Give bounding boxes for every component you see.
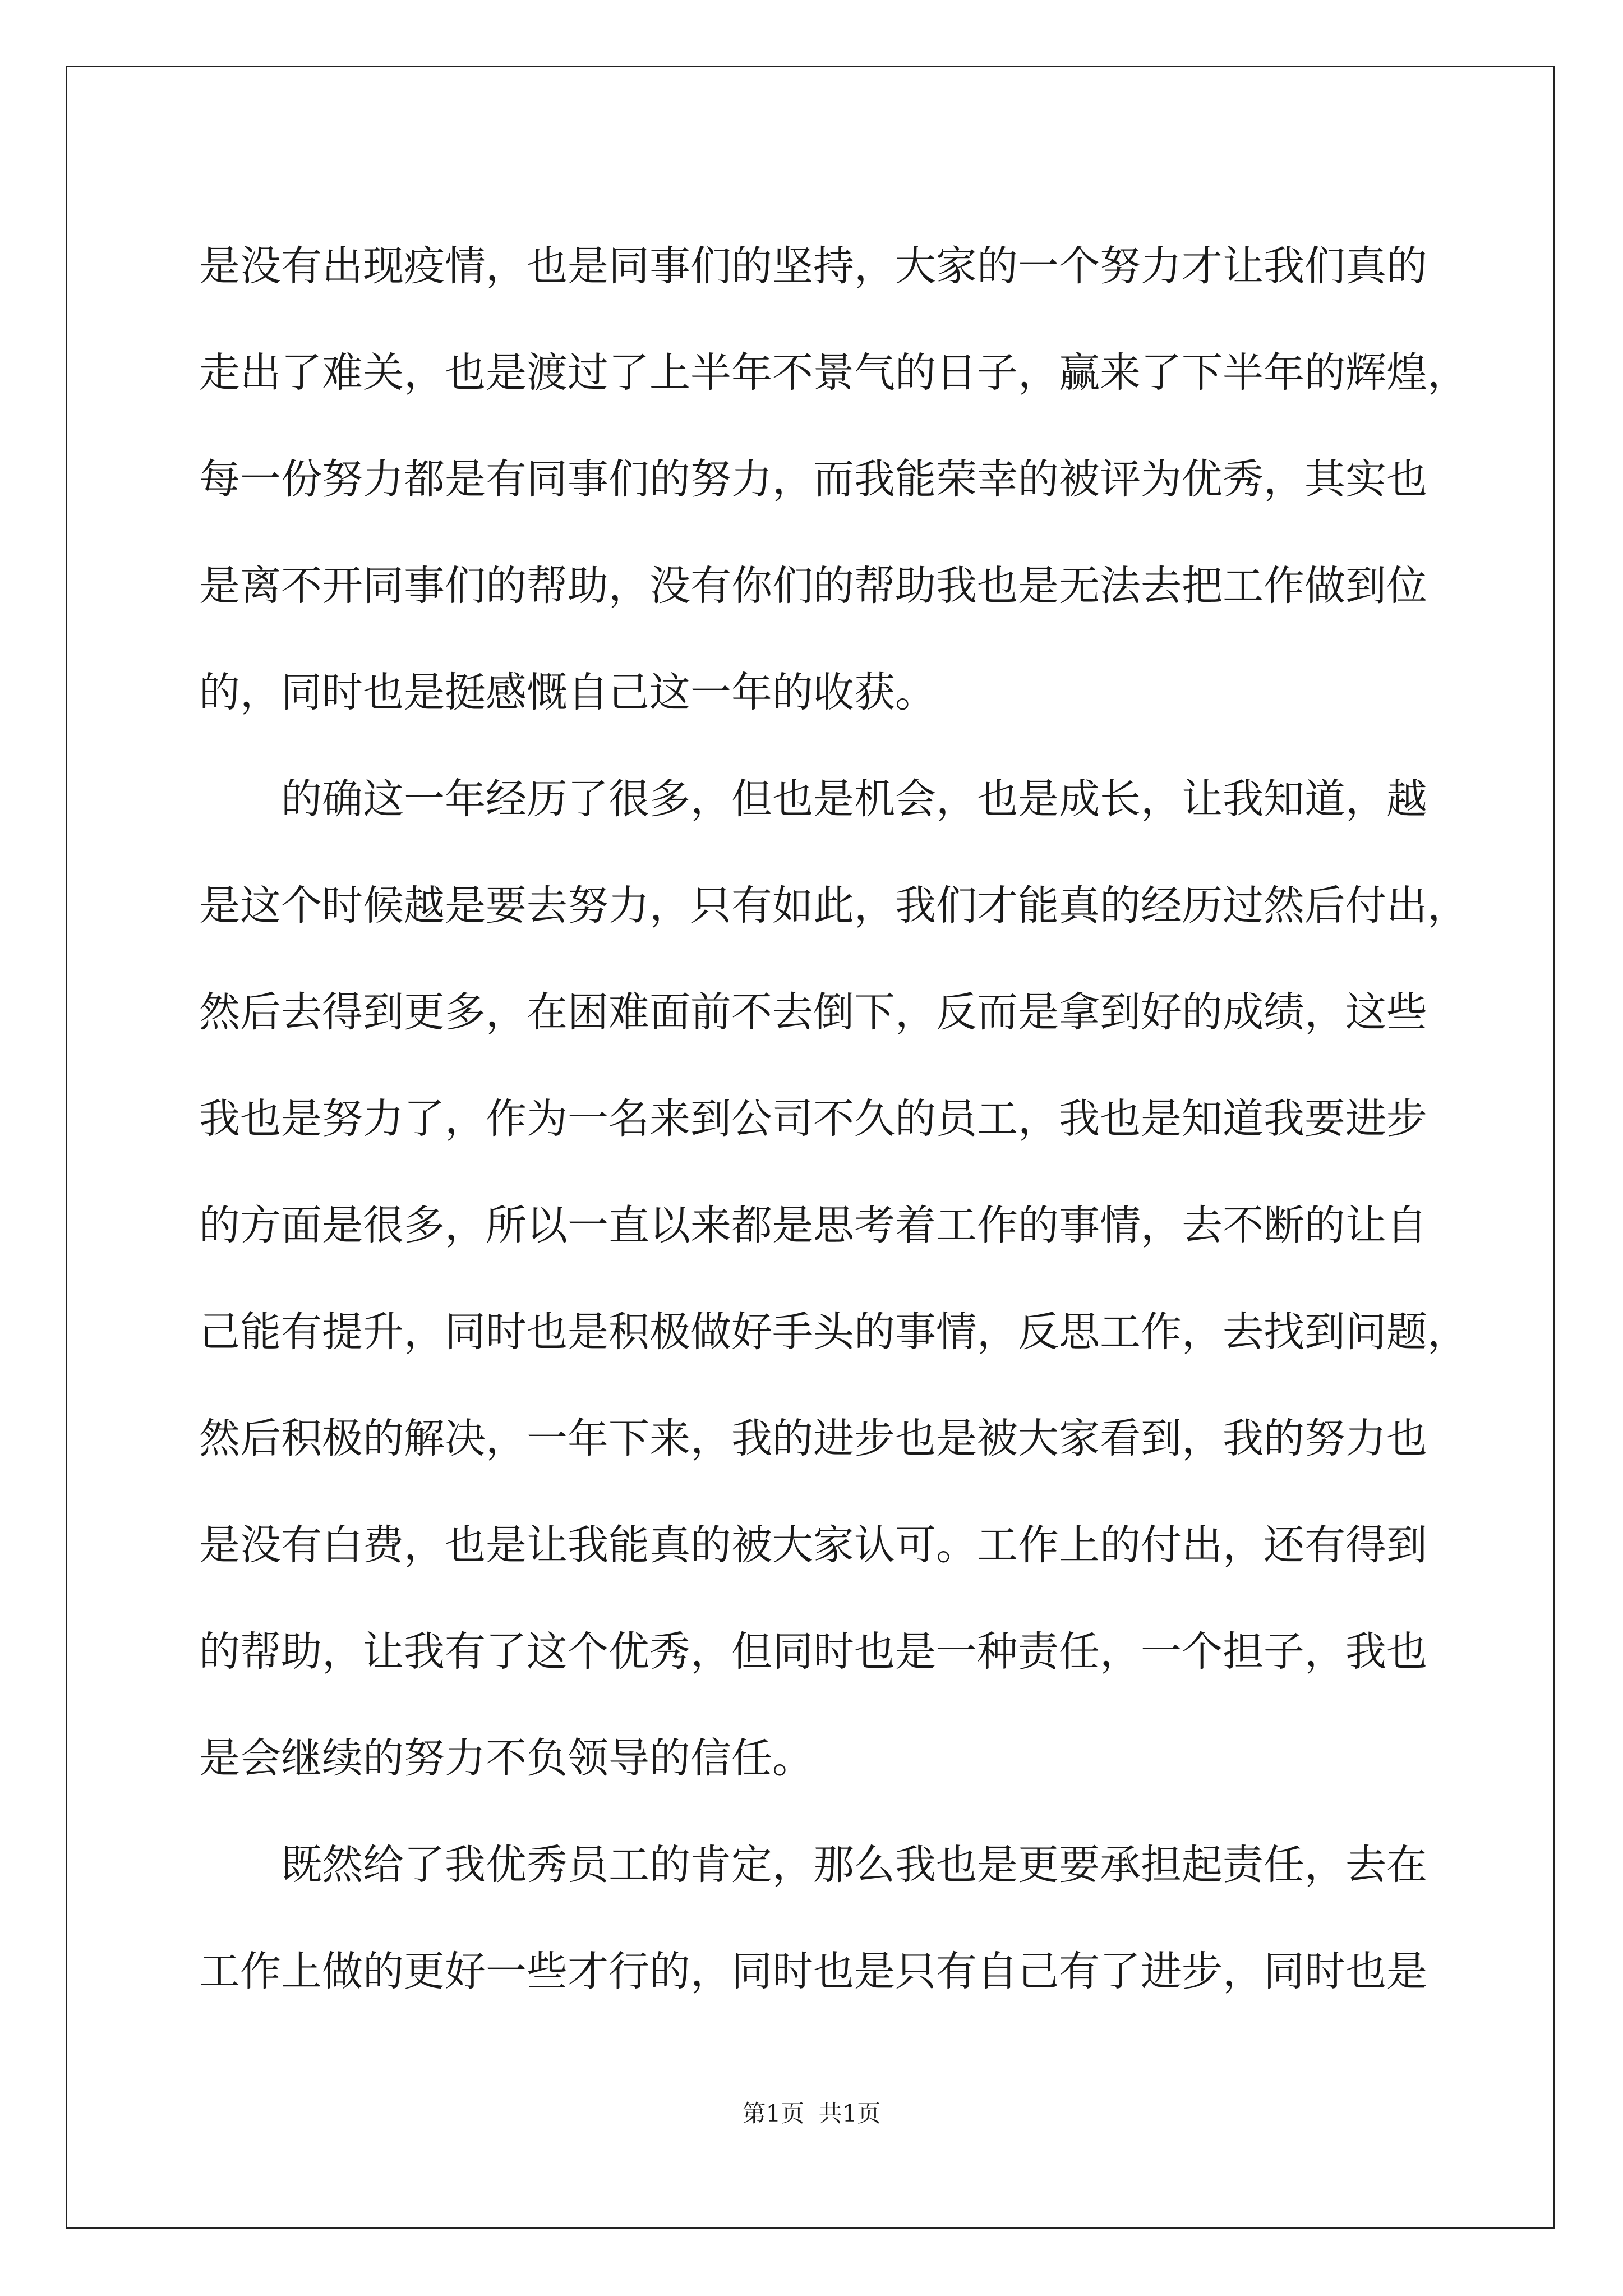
page-total: 共1页 — [818, 2100, 881, 2127]
text-line: 是这个时候越是要去努力，只有如此，我们才能真的经历过然后付出， — [199, 882, 1468, 930]
page-number: 第1页 — [742, 2100, 805, 2127]
text-line: 每一份努力都是有同事们的努力，而我能荣幸的被评为优秀，其实也 — [199, 455, 1427, 503]
text-line: 的方面是很多，所以一直以来都是思考着工作的事情，去不断的让自 — [199, 1202, 1427, 1249]
text-line: 是离不开同事们的帮助，没有你们的帮助我也是无法去把工作做到位 — [199, 562, 1427, 610]
page-footer — [0, 2097, 1623, 2131]
text-line: 然后去得到更多，在困难面前不去倒下，反而是拿到好的成绩，这些 — [199, 988, 1427, 1036]
text-line: 走出了难关，也是渡过了上半年不景气的日子，赢来了下半年的辉煌， — [199, 349, 1468, 397]
text-line: 是会继续的努力不负领导的信任。 — [199, 1734, 813, 1782]
text-line: 然后积极的解决，一年下来，我的进步也是被大家看到，我的努力也 — [199, 1415, 1427, 1462]
text-line: 的确这一年经历了很多，但也是机会，也是成长，让我知道，越 — [281, 775, 1427, 823]
text-line: 的帮助，让我有了这个优秀，但同时也是一种责任，一个担子，我也 — [199, 1628, 1427, 1676]
document-body — [199, 213, 1468, 2025]
text-line: 己能有提升，同时也是积极做好手头的事情，反思工作，去找到问题， — [199, 1308, 1468, 1356]
text-line: 既然给了我优秀员工的肯定，那么我也是更要承担起责任，去在 — [281, 1841, 1427, 1889]
text-line: 的，同时也是挺感慨自己这一年的收获。 — [199, 669, 936, 716]
text-line: 是没有出现疫情，也是同事们的坚持，大家的一个努力才让我们真的 — [199, 242, 1427, 290]
text-line: 是没有白费，也是让我能真的被大家认可。工作上的付出，还有得到 — [199, 1521, 1427, 1569]
text-line: 工作上做的更好一些才行的，同时也是只有自己有了进步，同时也是 — [199, 1948, 1427, 1995]
text-line: 我也是努力了，作为一名来到公司不久的员工，我也是知道我要进步 — [199, 1095, 1427, 1143]
